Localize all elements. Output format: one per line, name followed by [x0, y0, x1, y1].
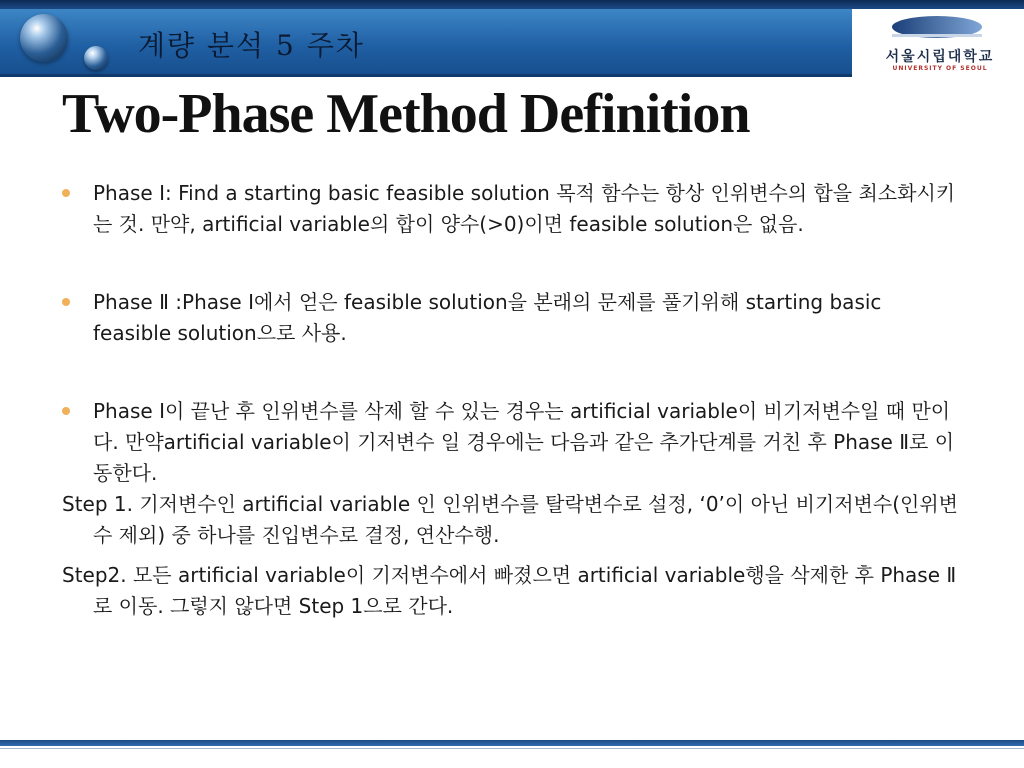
logo-underline	[892, 34, 982, 37]
bullet-dot-icon	[62, 189, 70, 197]
top-stripe	[0, 0, 1024, 9]
step-1: Step 1. 기저변수인 artificial variable 인 인위변수를 탈락변수로 설정, ‘0’이 아닌 비기저변수(인위변수 제외) 중 하나를 진입변수로 결정, 연산수행.	[62, 492, 958, 547]
globe-icon	[20, 14, 68, 62]
university-name-en: UNIVERSITY OF SEOUL	[892, 65, 988, 72]
step-2: Step2. 모든 artificial variable이 기저변수에서 빠졌으면 artificial variable행을 삭제한 후 Phase Ⅱ로 이동. 그렇지 않다면 Step 1으로 간다.	[62, 563, 957, 618]
slide-content	[62, 178, 962, 622]
bullet-dot-icon	[62, 407, 70, 415]
bullet-dot-icon	[62, 298, 70, 306]
bullet-phase-1	[62, 178, 962, 240]
header-band	[0, 9, 852, 77]
slide-title: Two-Phase Method Definition	[62, 83, 750, 145]
university-logo	[852, 9, 1024, 77]
footer-bar	[0, 740, 1024, 746]
bullet-text: Phase Ⅰ이 끝난 후 인위변수를 삭제 할 수 있는 경우는 artificial variable이 비기저변수일 때 만이다. 만약artificial variable이 기저변수 일 경우에는 다음과 같은 추가단계를 거친 후 Phase Ⅱ로 이동한다.	[93, 399, 955, 485]
bullet-phase-2	[62, 287, 962, 349]
course-title: 계량 분석 5 주차	[138, 29, 365, 62]
footer-line	[0, 748, 1024, 749]
bullet-text: Phase Ⅰ: Find a starting basic feasible solution 목적 함수는 항상 인위변수의 합을 최소화시키는 것. 만약, artificial variable의 합이 양수(>0)이면 feasible solution은 없음.	[93, 181, 956, 236]
small-globe-icon	[84, 46, 108, 70]
bullet-removal-condition	[62, 396, 962, 489]
university-name-ko: 서울시립대학교	[885, 49, 995, 65]
bullet-text: Phase Ⅱ :Phase Ⅰ에서 얻은 feasible solution을 본래의 문제를 풀기위해 starting basic feasible solution으로 사용.	[93, 290, 882, 345]
